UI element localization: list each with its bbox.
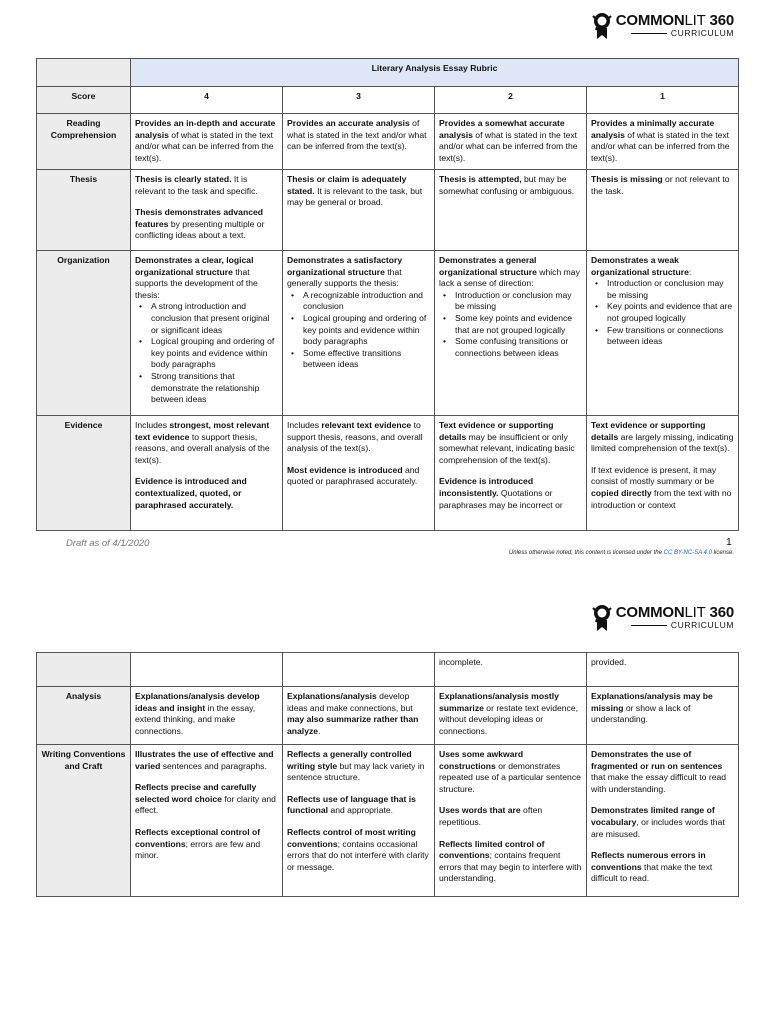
thesis-score-2: Thesis is attempted, but may be somewhat confusing or ambiguous.: [435, 170, 587, 251]
evidence-score-1: Text evidence or supporting details are largely missing, indicating limited comprehension of the text(s). If text evidence is present, it may consist of mostly summary or be copied directly from the text with no introduction or context: [587, 416, 739, 531]
logo-word-common: COMMON: [615, 12, 685, 29]
rubric-table-page1: [36, 58, 739, 531]
thesis-score-1: Thesis is missing or not relevant to the task.: [587, 170, 739, 251]
list-item: • A strong introduction and conclusion that present original or significant ideas: [151, 301, 278, 336]
continued-score-3: [283, 653, 435, 687]
list-item: • Logical grouping and ordering of key points and evidence within body paragraphs: [151, 336, 278, 371]
analysis-score-1: Explanations/analysis may be missing or show a lack of understanding.: [587, 687, 739, 745]
draft-date: Draft as of 4/1/2020: [66, 538, 150, 549]
logo-word-lit: LIT: [684, 604, 706, 621]
score-header: Score: [37, 87, 131, 114]
list-item: • Logical grouping and ordering of key points and evidence within body paragraphs: [303, 313, 430, 348]
list-item: • A recognizable introduction and conclusion: [303, 290, 430, 313]
organization-score-1: Demonstrates a weak organizational structure: • Introduction or conclusion may be missing • Key points and evidence that are not grouped logically • Few transitions or connections between ideas: [587, 251, 739, 416]
evidence-score-4: Includes strongest, most relevant text evidence to support thesis, reasons, and overall analysis of the text(s). Evidence is introduced and contextualized, quoted, or paraphrased accurately.: [131, 416, 283, 531]
evidence-score-2: Text evidence or supporting details may be insufficient or only somewhat relevant, indicating basic comprehension of the text(s). Evidence is introduced inconsistently. Quotations or paraphrases may be incorrect or: [435, 416, 587, 531]
writing-score-4: Illustrates the use of effective and varied sentences and paragraphs. Reflects precise and carefully selected word choice for clarity and effect. Reflects exceptional control of conventions; errors are few and minor.: [131, 745, 283, 897]
list-item: • Some confusing transitions or connections between ideas: [455, 336, 582, 359]
list-item: • Introduction or conclusion may be missing: [455, 290, 582, 313]
criterion-reading-comprehension: Reading Comprehension: [37, 114, 131, 170]
writing-score-3: Reflects a generally controlled writing style but may lack variety in sentence structure. Reflects use of language that is functional and appropriate. Reflects control of most writing conventions; contains occasional errors that do not interfere with clarity or message.: [283, 745, 435, 897]
score-3: 3: [283, 87, 435, 114]
organization-score-3: Demonstrates a satisfactory organizational structure that generally supports the thesis: • A recognizable introduction and conclusion • Logical grouping and ordering of key points and evidence within body paragraphs • Some effective transitions between ideas: [283, 251, 435, 416]
criterion-writing-conventions: Writing Conventions and Craft: [37, 745, 131, 897]
continued-score-4: [131, 653, 283, 687]
commonlit-logo-page2: [592, 604, 734, 632]
rubric-title: Literary Analysis Essay Rubric: [131, 59, 739, 87]
commonlit-logo: [592, 12, 734, 40]
criterion-organization: Organization: [37, 251, 131, 416]
organization-score-2: Demonstrates a general organizational structure which may lack a sense of direction: • Introduction or conclusion may be missing • Some key points and evidence that are not grouped logically • Some confusing transitions or connections between ideas: [435, 251, 587, 416]
writing-score-2: Uses some awkward constructions or demonstrates repeated use of a particular sentence structure. Uses words that are often repetitious. Reflects limited control of conventions; contains frequent errors that may begin to interfere with understanding.: [435, 745, 587, 897]
list-item: • Introduction or conclusion may be missing: [607, 278, 734, 301]
logo-subtitle: CURRICULUM: [670, 28, 734, 38]
logo-word-360: 360: [705, 604, 734, 621]
criterion-analysis: Analysis: [37, 687, 131, 745]
score-1: 1: [587, 87, 739, 114]
writing-score-1: Demonstrates the use of fragmented or run on sentences that make the essay difficult to read with understanding. Demonstrates limited range of vocabulary, or includes words that are misused. Reflects numerous errors in conventions that make the text difficult to read.: [587, 745, 739, 897]
organization-3-list: [287, 290, 430, 371]
reading-score-1: Provides a minimally accurate analysis of what is stated in the text and/or what can be inferred from the text(s).: [587, 114, 739, 170]
list-item: • Strong transitions that demonstrate the relationship between ideas: [151, 371, 278, 406]
commonlit-logo-icon: [592, 604, 612, 632]
analysis-score-4: Explanations/analysis develop ideas and insight in the essay, extend thinking, and make connections.: [131, 687, 283, 745]
reading-score-4: Provides an in-depth and accurate analysis of what is stated in the text and/or what can be inferred from the text(s).: [131, 114, 283, 170]
score-2: 2: [435, 87, 587, 114]
list-item: • Few transitions or connections between ideas: [607, 325, 734, 348]
thesis-score-4: Thesis is clearly stated. It is relevant to the task and specific. Thesis demonstrates advanced features by presenting multiple or conflicting ideas about a text.: [131, 170, 283, 251]
analysis-score-2: Explanations/analysis mostly summarize or restate text evidence, without developing ideas or connections.: [435, 687, 587, 745]
logo-subtitle: CURRICULUM: [670, 620, 734, 630]
organization-4-list: [135, 301, 278, 405]
list-item: • Some key points and evidence that are not grouped logically: [455, 313, 582, 336]
criterion-evidence: Evidence: [37, 416, 131, 531]
commonlit-logo-icon: [592, 12, 612, 40]
corner-cell: [37, 59, 131, 87]
continued-blank-label: [37, 653, 131, 687]
reading-score-3: Provides an accurate analysis of what is stated in the text and/or what can be inferred from the text(s).: [283, 114, 435, 170]
analysis-score-3: Explanations/analysis develop ideas and make connections, but may also summarize rather than analyze.: [283, 687, 435, 745]
organization-1-list: [591, 278, 734, 348]
organization-2-list: [439, 290, 582, 360]
page-number: 1: [726, 536, 732, 548]
continued-score-1: provided.: [587, 653, 739, 687]
list-item: • Key points and evidence that are not grouped logically: [607, 301, 734, 324]
thesis-score-3: Thesis or claim is adequately stated. It is relevant to the task, but may be general or broad.: [283, 170, 435, 251]
logo-word-lit: LIT: [684, 12, 706, 29]
evidence-score-3: Includes relevant text evidence to support thesis, reasons, and overall analysis of the text(s). Most evidence is introduced and quoted or paraphrased accurately.: [283, 416, 435, 531]
organization-score-4: Demonstrates a clear, logical organizational structure that supports the development of the thesis: • A strong introduction and conclusion that present original or significant ideas • Logical grouping and ordering of key points and evidence within body paragraphs • Strong transitions that demonstrate the relationship between ideas: [131, 251, 283, 416]
logo-word-common: COMMON: [615, 604, 685, 621]
reading-score-2: Provides a somewhat accurate analysis of what is stated in the text and/or what can be inferred from the text(s).: [435, 114, 587, 170]
license-link[interactable]: CC BY-NC-SA 4.0: [663, 550, 712, 556]
continued-score-2: incomplete.: [435, 653, 587, 687]
logo-word-360: 360: [705, 12, 734, 29]
list-item: • Some effective transitions between ideas: [303, 348, 430, 371]
score-4: 4: [131, 87, 283, 114]
rubric-table-page2: [36, 652, 739, 897]
criterion-thesis: Thesis: [37, 170, 131, 251]
license-note: Unless otherwise noted, this content is licensed under the CC BY-NC-SA 4.0 license.: [508, 550, 734, 556]
